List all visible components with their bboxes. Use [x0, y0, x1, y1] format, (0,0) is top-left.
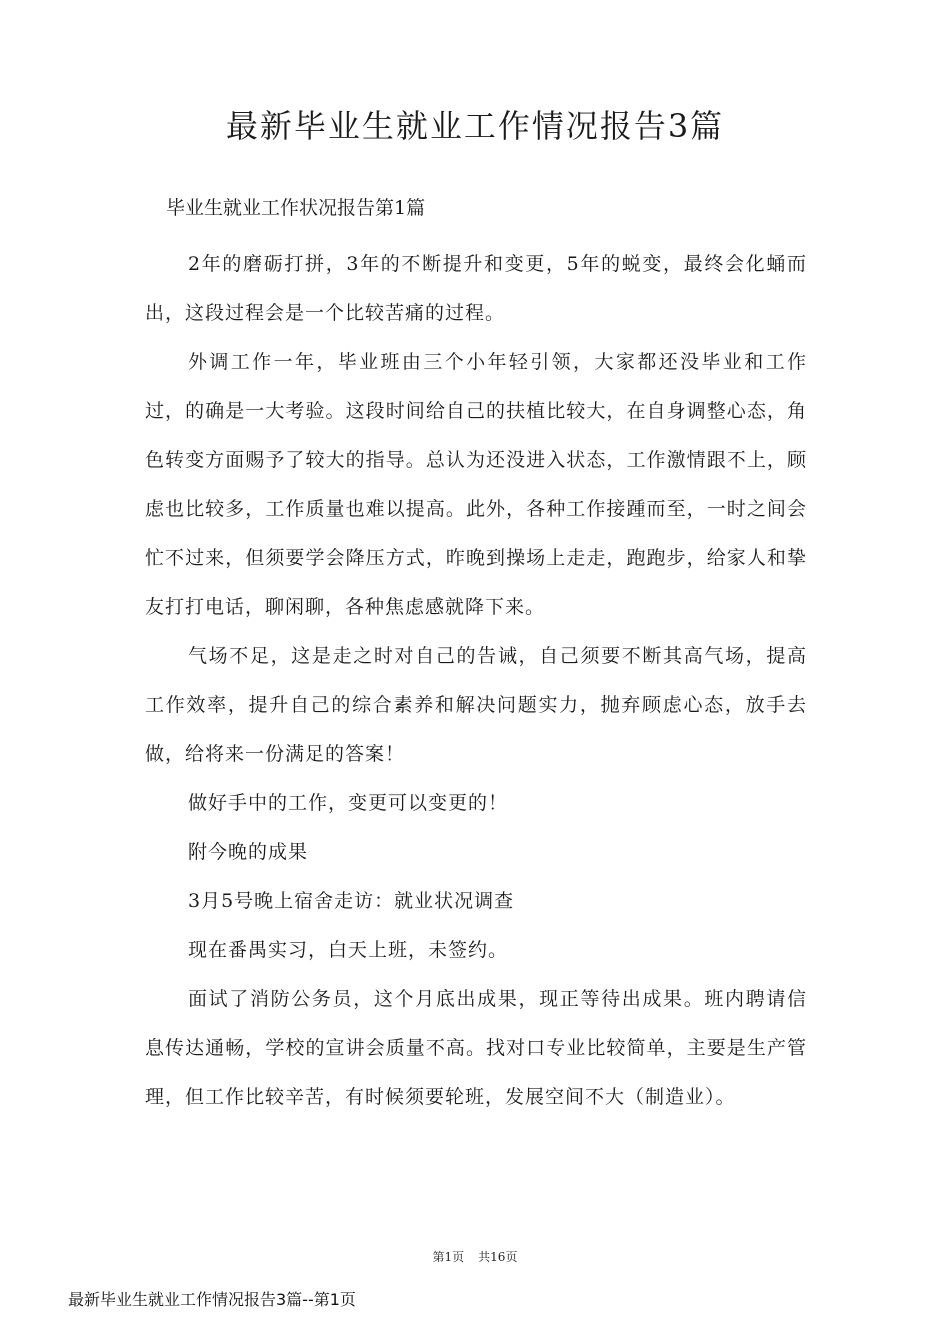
paragraph: 外调工作一年，毕业班由三个小年轻引领，大家都还没毕业和工作过，的确是一大考验。这段时间给自己的扶植比较大，在自身调整心态，角色转变方面赐予了较大的指导。总认为还没进入状态，工作激情跟不上，顾虑也比较多，工作质量也难以提高。此外，各种工作接踵而至，一时之间会忙不过来，但须要学会降压方式，昨晚到操场上走走，跑跑步，给家人和挚友打打电话，聊闲聊，各种焦虑感就降下来。: [145, 351, 807, 618]
paragraph: 附今晚的成果: [188, 841, 309, 863]
paragraph: 做好手中的工作，变更可以变更的！: [188, 792, 509, 814]
document-subtitle: 毕业生就业工作状况报告第1篇: [166, 197, 426, 219]
document-body: [145, 240, 807, 1122]
paragraph: 2年的磨砺打拼，3年的不断提升和变更，5年的蜕变，最终会化蛹而出，这段过程会是一个比较苦痛的过程。: [145, 253, 807, 324]
paragraph: 气场不足，这是走之时对自己的告诫，自己须要不断其高气场，提高工作效率，提升自己的综合素养和解决问题实力，抛弃顾虑心态，放手去做，给将来一份满足的答案！: [145, 645, 807, 765]
paragraph: 3月5号晚上宿舍走访：就业状况调查: [188, 890, 515, 912]
page-number: 第1页: [432, 1250, 465, 1264]
page-total: 共16页: [478, 1250, 518, 1264]
document-title: 最新毕业生就业工作情况报告3篇: [225, 107, 725, 145]
paragraph: 现在番禺实习，白天上班，未签约。: [188, 939, 509, 961]
page-footer: [0, 1247, 950, 1267]
document-caption: 最新毕业生就业工作情况报告3篇--第1页: [68, 1290, 356, 1309]
paragraph: 面试了消防公务员，这个月底出成果，现正等待出成果。班内聘请信息传达通畅，学校的宣讲会质量不高。找对口专业比较简单，主要是生产管理，但工作比较辛苦，有时候须要轮班，发展空间不大（制造业）。: [145, 988, 807, 1108]
